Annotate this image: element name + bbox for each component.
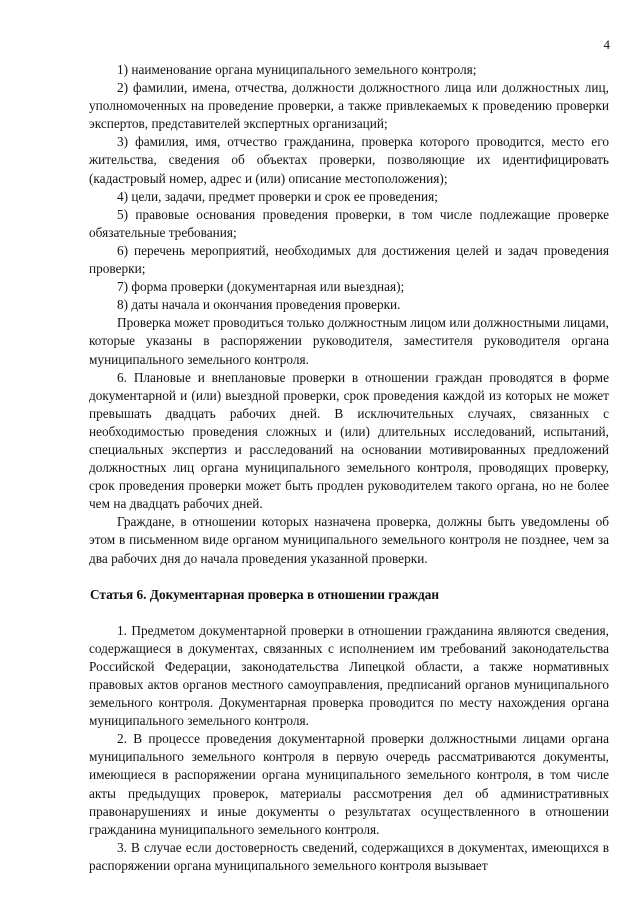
document-body <box>89 61 609 875</box>
paragraph: 7) форма проверки (документарная или выездная); <box>117 279 405 295</box>
paragraph: 6. Плановые и внеплановые проверки в отношении граждан проводятся в форме документарной и (или) выездной проверки, срок проведения каждой из которых не может превышать двадцать рабочих дней. В исключительных случаях, связанных с необходимостью проведения сложных и (или) длительных исследований, испытаний, специальных экспертиз и расследований на основании мотивированных предложений должностных лиц органа муниципального земельного контроля, проводящих проверку, срок проведения проверки может быть продлен руководителем такого органа, но не более чем на двадцать рабочих дней. <box>89 369 609 512</box>
paragraph: 8) даты начала и окончания проведения проверки. <box>117 297 401 313</box>
paragraph: 5) правовые основания проведения проверки, в том числе подлежащие проверке обязательные требования; <box>89 206 609 240</box>
paragraph: 1) наименование органа муниципального земельного контроля; <box>117 62 477 77</box>
page-number: 4 <box>603 37 610 52</box>
section-heading: Статья 6. Документарная проверка в отношении граждан <box>90 586 440 602</box>
paragraph: 1. Предметом документарной проверки в отношении гражданина являются сведения, содержащиеся в документах, связанных с исполнением им требований законодательства Российской Федерации, законодательства Липецкой области, а также нормативных правовых актов органов местного самоуправления, предписаний органов муниципального земельного контроля. Документарная проверка проводится по месту нахождения органа муниципального земельного контроля. <box>89 622 609 729</box>
paragraph: 4) цели, задачи, предмет проверки и срок ее проведения; <box>117 188 438 204</box>
paragraph: 2) фамилии, имена, отчества, должности должностного лица или должностных лиц, уполномоченных на проведение проверки, а также привлекаемых к проведению проверки экспертов, представителей экспертных организаций; <box>89 80 609 132</box>
paragraph: Граждане, в отношении которых назначена проверка, должны быть уведомлены об этом в письменном виде органом муниципального земельного контроля не позднее, чем за два рабочих дня до начала проведения указанной проверки. <box>89 514 609 566</box>
paragraph: 6) перечень мероприятий, необходимых для достижения целей и задач проведения проверки; <box>89 242 609 277</box>
paragraph: 3. В случае если достоверность сведений, содержащихся в документах, имеющихся в распоряжении органа муниципального земельного контроля вызывает <box>89 839 609 873</box>
paragraph: 3) фамилия, имя, отчество гражданина, проверка которого проводится, место его жительства, сведения об объектах проверки, позволяющие их идентифицировать (кадастровый номер, адрес и (или) описание местоположения); <box>89 134 609 186</box>
paragraph: Проверка может проводиться только должностным лицом или должностными лицами, которые указаны в распоряжении руководителя, заместителя руководителя органа муниципального земельного контроля. <box>89 315 609 367</box>
paragraph: 2. В процессе проведения документарной проверки должностными лицами органа муниципального земельного контроля в первую очередь рассматриваются документы, имеющиеся в распоряжении органа муниципального земельного контроля, в том числе акты предыдущих проверок, материалы рассмотрения дел об административных правонарушениях и иные документы о результатах осуществленного в отношении гражданина муниципального земельного контроля. <box>89 731 609 837</box>
